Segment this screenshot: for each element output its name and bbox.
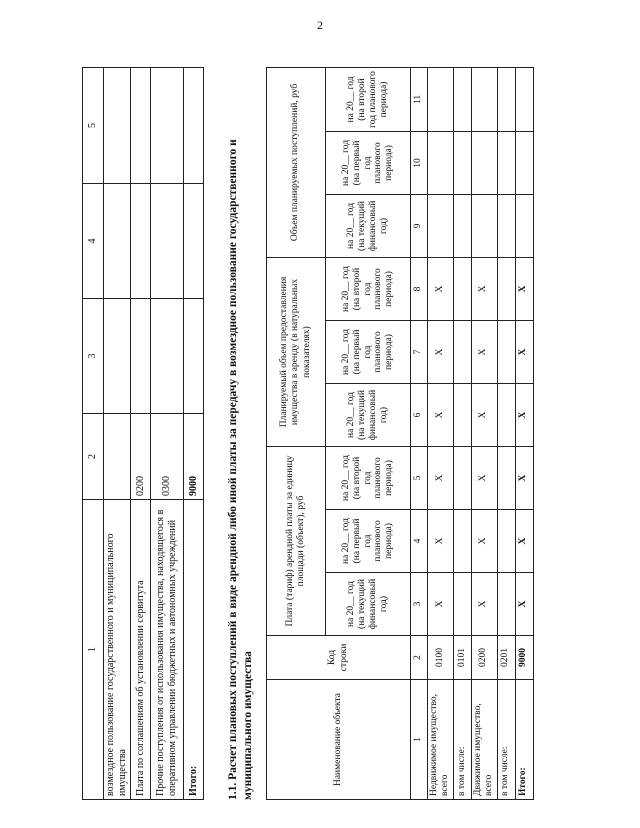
year-header: на 20__ год (на текущий финансовый год) [326,573,411,636]
row-code [104,414,131,500]
table-row [471,67,497,799]
cell-mark [428,67,454,131]
cell-mark: X [428,447,454,510]
rent-calculation-table [266,67,534,800]
row-name: Движимое имущество, всего [471,680,497,800]
cell-mark: X [471,257,497,320]
cell-mark: X [471,573,497,636]
cell-mark: X [428,573,454,636]
col-name-header: Наименование объекта [267,680,411,800]
year-header: на 20__ год (на текущий финансовый год) [326,384,411,447]
column-number: 8 [411,257,428,320]
column-number: 2 [411,636,428,680]
cell-mark: X [515,573,533,636]
cell-mark [428,194,454,257]
cell-mark: X [471,447,497,510]
cell-mark: X [515,510,533,573]
cell-mark [428,131,454,194]
year-header: на 20__ год (на второй год планового периода) [326,447,411,510]
row-name: Итого: [515,680,533,800]
rate-group-header: Плата (тариф) арендной платы за единицу площади (объект), руб [267,447,326,636]
table-row [497,67,515,799]
cell-mark: X [428,510,454,573]
volume-group-header: Планируемый объем предоставления имущества в аренду (в натуральных показателях) [267,257,326,446]
rotated-page-content [0,68,529,828]
table-row-total [515,67,533,799]
cell-mark: X [515,384,533,447]
income-summary-table [82,67,204,800]
row-code: 9000 [184,414,204,500]
row-code: 0300 [151,414,184,500]
table-row-total [184,68,204,800]
cell-mark: X [471,384,497,447]
row-code: 0200 [471,636,497,680]
row-name: Прочие поступления от использования имущества, находящегося в оперативном управлении бюджетных и автономных учреждений [151,500,184,800]
row-name: в том числе: [497,680,515,800]
cell-mark: X [471,510,497,573]
cell-mark [515,131,533,194]
column-number: 1 [411,680,428,800]
column-number-row [411,67,428,799]
header-cell: 5 [83,68,104,184]
cell-mark [515,194,533,257]
cell-mark: X [515,447,533,510]
header-cell: 1 [83,500,104,800]
cell-mark: X [471,321,497,384]
table-row [428,67,454,799]
row-name: Плата по соглашениям об установлении сервитута [131,500,151,800]
year-header: на 20__ год (на первый год планового периода) [326,131,411,194]
column-number: 3 [411,573,428,636]
column-number: 7 [411,321,428,384]
table-row [151,68,184,800]
cell-mark: X [428,321,454,384]
year-header: на 20__ год (на текущий финансовый год) [326,194,411,257]
col-code-header: Код строки [267,636,411,680]
header-cell: 3 [83,299,104,414]
table-header-row [83,68,104,800]
header-cell: 4 [83,184,104,299]
cell-mark: X [428,257,454,320]
table-row [131,68,151,800]
column-number: 6 [411,384,428,447]
cell-mark [471,67,497,131]
income-group-header: Объем планируемых поступлений, руб [267,67,326,257]
cell-mark [515,67,533,131]
row-name: Недвижимое имущество, всего [428,680,454,800]
year-header: на 20__ год (на первый год планового периода) [326,321,411,384]
row-code: 0100 [428,636,454,680]
column-number: 5 [411,447,428,510]
cell-mark: X [428,384,454,447]
cell-mark: X [515,321,533,384]
table-row [104,68,131,800]
row-name: в том числе: [453,680,471,800]
cell-mark: X [515,257,533,320]
section-title: 1.1. Расчет плановых поступлений в виде арендной либо иной платы за передачу в возмездное пользование государственного и муниципального имущества [227,139,254,800]
column-number: 4 [411,510,428,573]
row-name: Итого: [184,500,204,800]
header-cell: 2 [83,414,104,500]
table-row [453,67,471,799]
column-number: 9 [411,194,428,257]
year-header: на 20__ год (на второй год планового периода) [326,67,411,131]
row-code: 9000 [515,636,533,680]
row-name: возмездное пользование государственного и муниципального имущества [104,500,131,800]
row-code: 0201 [497,636,515,680]
column-number: 10 [411,131,428,194]
year-header: на 20__ год (на второй год планового периода) [326,257,411,320]
year-header: на 20__ год (на первый год планового периода) [326,510,411,573]
cell-mark [471,131,497,194]
header-row-groups [267,67,326,799]
row-code: 0200 [131,414,151,500]
page-number: 2 [317,18,323,32]
row-code: 0101 [453,636,471,680]
cell-mark [471,194,497,257]
column-number: 11 [411,67,428,131]
